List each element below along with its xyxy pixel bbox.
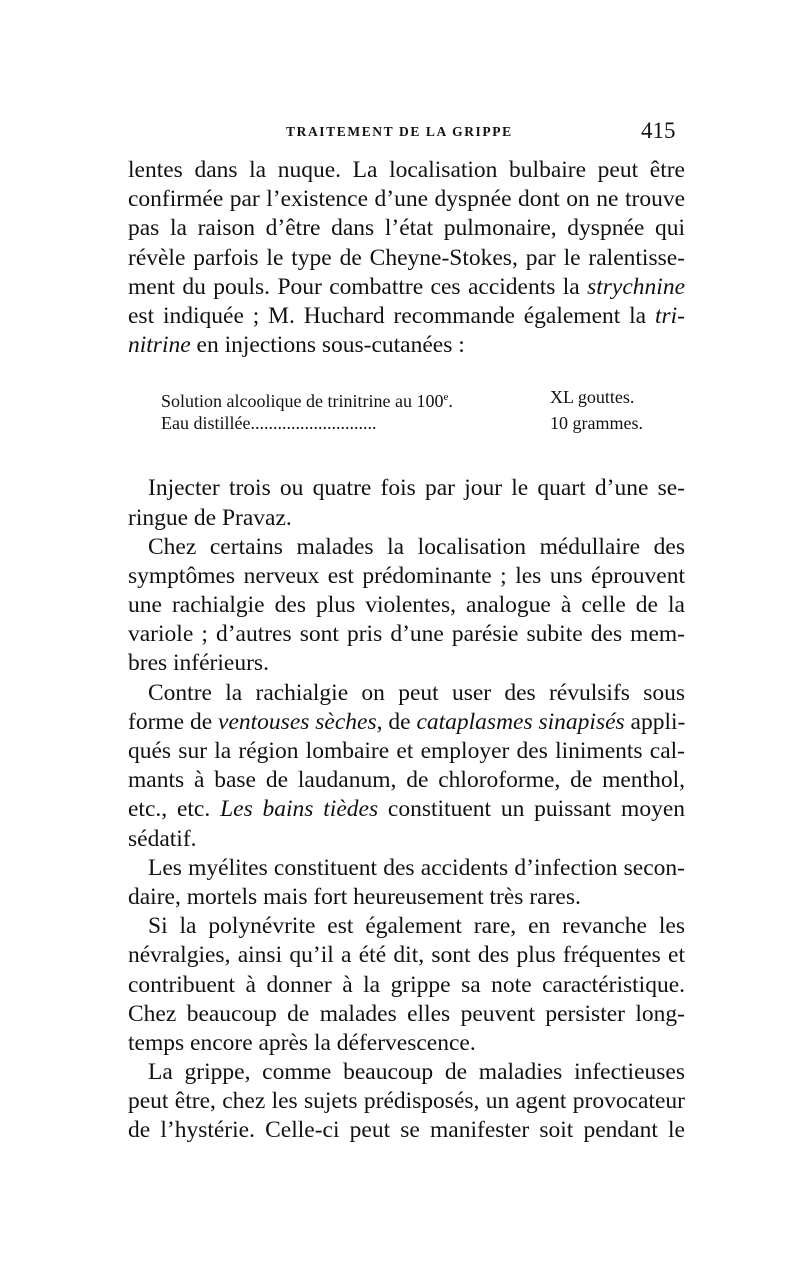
- text-line: bres inférieurs.: [128, 650, 269, 677]
- text-line: peut être, chez les sujets prédisposés, un agent provocateur: [128, 1088, 685, 1115]
- text-line: [128, 302, 685, 331]
- text-line: daire, mortels mais fort heureusement très rares.: [128, 883, 581, 910]
- text-line: névralgies, ainsi qu’il a été dit, sont des plus fréquentes et: [128, 942, 685, 969]
- text-run: est indiquée ; M. Huchard recommande également la: [128, 302, 655, 329]
- text-line: temps encore après la défervescence.: [128, 1029, 476, 1056]
- spacer: [128, 360, 685, 384]
- italic-term: Les bains tièdes: [220, 796, 379, 823]
- text-line: confirmée par l’existence d’une dyspnée dont on ne trouve: [128, 186, 685, 213]
- text-line: Chez beaucoup de malades elles peuvent persister long-: [128, 1000, 685, 1027]
- formula-row: [161, 384, 663, 410]
- text-line: contribuent à donner à la grippe sa note caractéristique.: [128, 971, 685, 998]
- text-line: Chez certains malades la localisation médullaire des: [148, 533, 685, 560]
- text-line: Contre la rachialgie on peut user des révulsifs sous: [148, 679, 685, 706]
- text-line: Si la polynévrite est également rare, en revanche les: [148, 913, 685, 940]
- text-line: [128, 273, 685, 302]
- text-run: constituent un puissant moyen: [378, 796, 685, 823]
- spacer: [128, 436, 685, 474]
- text-line: ringue de Pravaz.: [128, 504, 292, 531]
- formula-quantity: XL gouttes.: [550, 387, 635, 408]
- text-line: [128, 795, 685, 824]
- text-run: etc., etc.: [128, 796, 221, 823]
- italic-term: cataplasmes sinapisés: [416, 708, 625, 735]
- text-line: sédatif.: [128, 825, 197, 852]
- text-line: lentes dans la nuque. La localisation bulbaire peut être: [128, 157, 685, 183]
- drug-name-trinitrine-part1: tri-: [654, 302, 685, 329]
- text-line: variole ; d’autres sont pris d’une parésie subite des mem-: [128, 621, 685, 648]
- text-line: symptômes nerveux est prédominante ; les uns éprouvent: [128, 562, 685, 589]
- drug-name-trinitrine-part2: nitrine: [128, 332, 191, 359]
- page-body: [128, 156, 685, 1146]
- formula-ingredient: Eau distillée............................: [161, 413, 377, 434]
- text-line: Injecter trois ou quatre fois par jour le quart d’une se-: [148, 475, 685, 502]
- italic-term: ventouses sèches: [218, 708, 377, 735]
- text-line: [128, 331, 685, 360]
- text-line: Les myélites constituent des accidents d’infection secon-: [148, 854, 685, 881]
- text-run: en injections sous-cutanées :: [190, 332, 465, 359]
- text-line: révèle parfois le type de Cheyne-Stokes, par le ralentisse-: [128, 244, 685, 271]
- drug-name-strychnine: strychnine: [587, 273, 685, 300]
- text-line: La grippe, comme beaucoup de maladies infectieuses: [148, 1059, 685, 1086]
- text-run: forme de: [128, 708, 219, 735]
- ingredient-name: Solution alcoolique de trinitrine au 100: [161, 391, 444, 412]
- text-line: mants à base de laudanum, de chloroforme, de menthol,: [128, 767, 685, 794]
- text-line: [128, 708, 685, 737]
- text-line: une rachialgie des plus violentes, analogue à celle de la: [128, 592, 685, 619]
- text-line: de l’hystérie. Celle-ci peut se manifester soit pendant le: [128, 1117, 685, 1144]
- text-run: appli-: [624, 708, 686, 735]
- formula-row: [161, 410, 663, 436]
- formula-quantity: 10 grammes.: [550, 413, 643, 434]
- superscript: e: [443, 391, 449, 404]
- text-run: ment du pouls. Pour combattre ces accidents la: [128, 273, 588, 300]
- punctuation: .: [448, 391, 453, 412]
- text-line: qués sur la région lombaire et employer des liniments cal-: [128, 738, 685, 764]
- running-title: TRAITEMENT DE LA GRIPPE: [286, 124, 513, 139]
- prescription-formula: [128, 384, 663, 436]
- page-header: [0, 118, 800, 148]
- page-number: 415: [641, 118, 676, 143]
- text-line: pas la raison d’être dans l’état pulmonaire, dyspnée qui: [128, 215, 685, 242]
- text-run: , de: [376, 708, 417, 735]
